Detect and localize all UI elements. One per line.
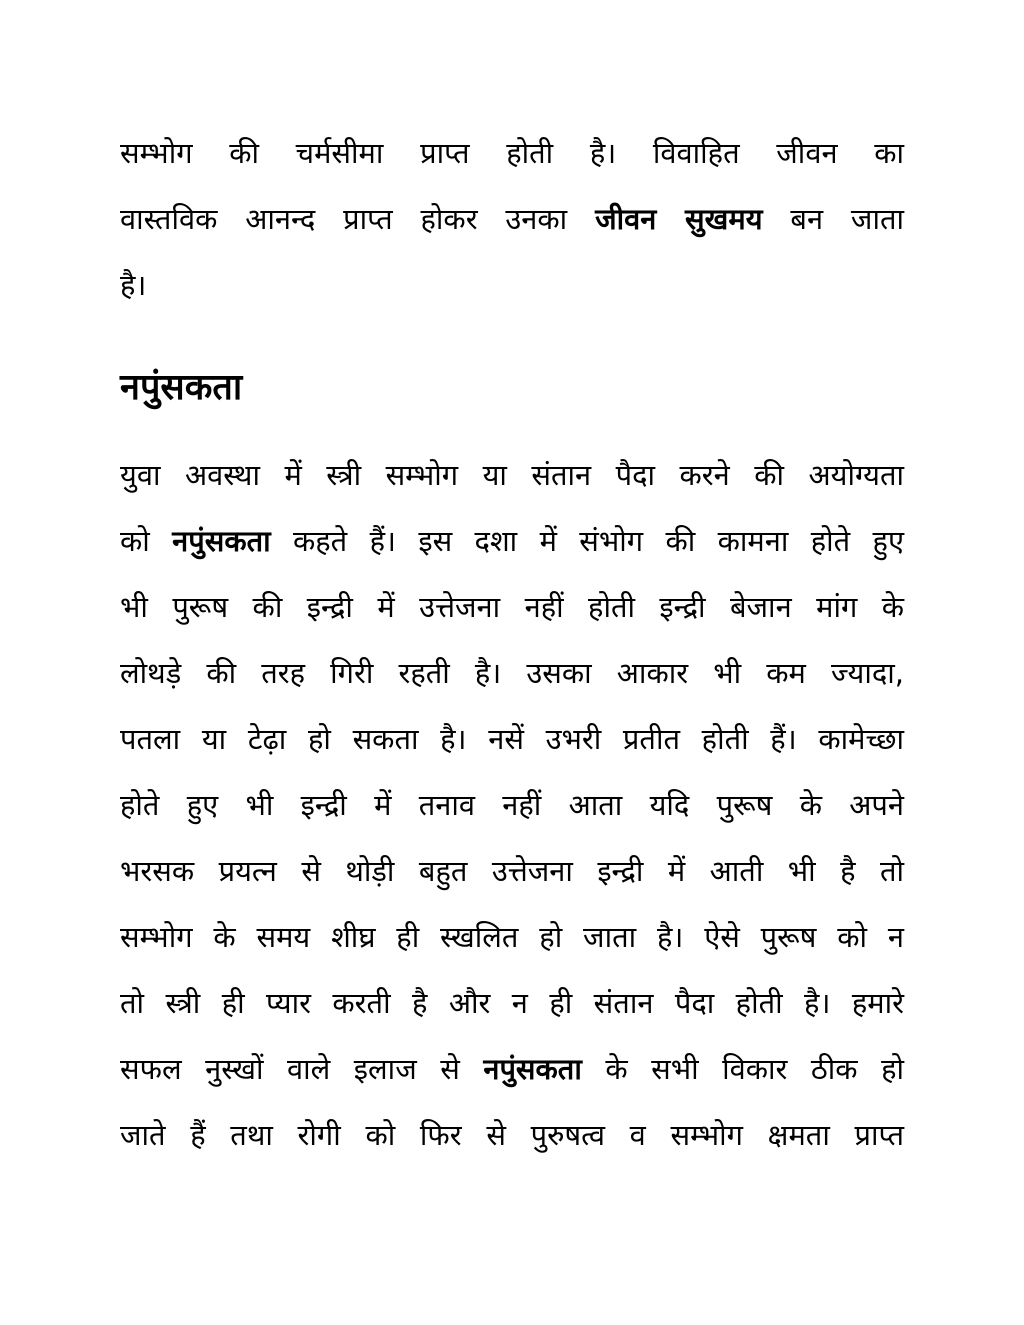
paragraph-line: सम्भोग की चर्मसीमा प्राप्त होती है। विवाहित जीवन का [120, 136, 904, 170]
paragraph-line [120, 1036, 904, 1102]
paragraph-line: भरसक प्रयत्न से थोड़ी बहुत उत्तेजना इन्द्री में आती भी है तो [120, 854, 904, 888]
bold-phrase: नपुंसकता [172, 524, 271, 558]
paragraph-line [120, 186, 904, 252]
text-run: कहते हैं। इस दशा में संभोग की कामना होते हुए [270, 524, 904, 558]
spacer [120, 318, 904, 358]
section-heading: नपुंसकता [120, 367, 243, 408]
paragraph-line: जाते हैं तथा रोगी को फिर से पुरुषत्व व सम्भोग क्षमता प्राप्त [120, 1118, 904, 1152]
paragraph-line: तो स्त्री ही प्यार करती है और न ही संतान पैदा होती है। हमारे [120, 986, 904, 1020]
paragraph-line: होते हुए भी इन्द्री में तनाव नहीं आता यदि पुरूष के अपने [120, 788, 904, 822]
paragraph-line [120, 508, 904, 574]
text-run: बन जाता [762, 202, 904, 236]
paragraph-line: पतला या टेढ़ा हो सकता है। नसें उभरी प्रतीत होती हैं। कामेच्छा [120, 722, 904, 756]
text-run: सफल नुस्खों वाले इलाज से [120, 1052, 484, 1086]
intro-paragraph [120, 120, 904, 318]
paragraph-line: है। [120, 268, 147, 302]
bold-phrase: नपुंसकता [483, 1052, 582, 1086]
document-page [120, 120, 904, 1168]
bold-phrase: जीवन सुखमय [595, 202, 763, 236]
paragraph-line: युवा अवस्था में स्त्री सम्भोग या संतान पैदा करने की अयोग्यता [120, 458, 904, 492]
paragraph-line: सम्भोग के समय शीघ्र ही स्खलित हो जाता है। ऐसे पुरूष को न [120, 920, 904, 954]
main-paragraph [120, 442, 904, 1168]
text-run: वास्तविक आनन्द प्राप्त होकर उनका [120, 202, 596, 236]
text-run: को [120, 524, 173, 558]
text-run: के सभी विकार ठीक हो [581, 1052, 904, 1086]
paragraph-line: भी पुरूष की इन्द्री में उत्तेजना नहीं होती इन्द्री बेजान मांग के [120, 590, 904, 624]
paragraph-line: लोथड़े की तरह गिरी रहती है। उसका आकार भी कम ज्यादा, [120, 656, 904, 690]
